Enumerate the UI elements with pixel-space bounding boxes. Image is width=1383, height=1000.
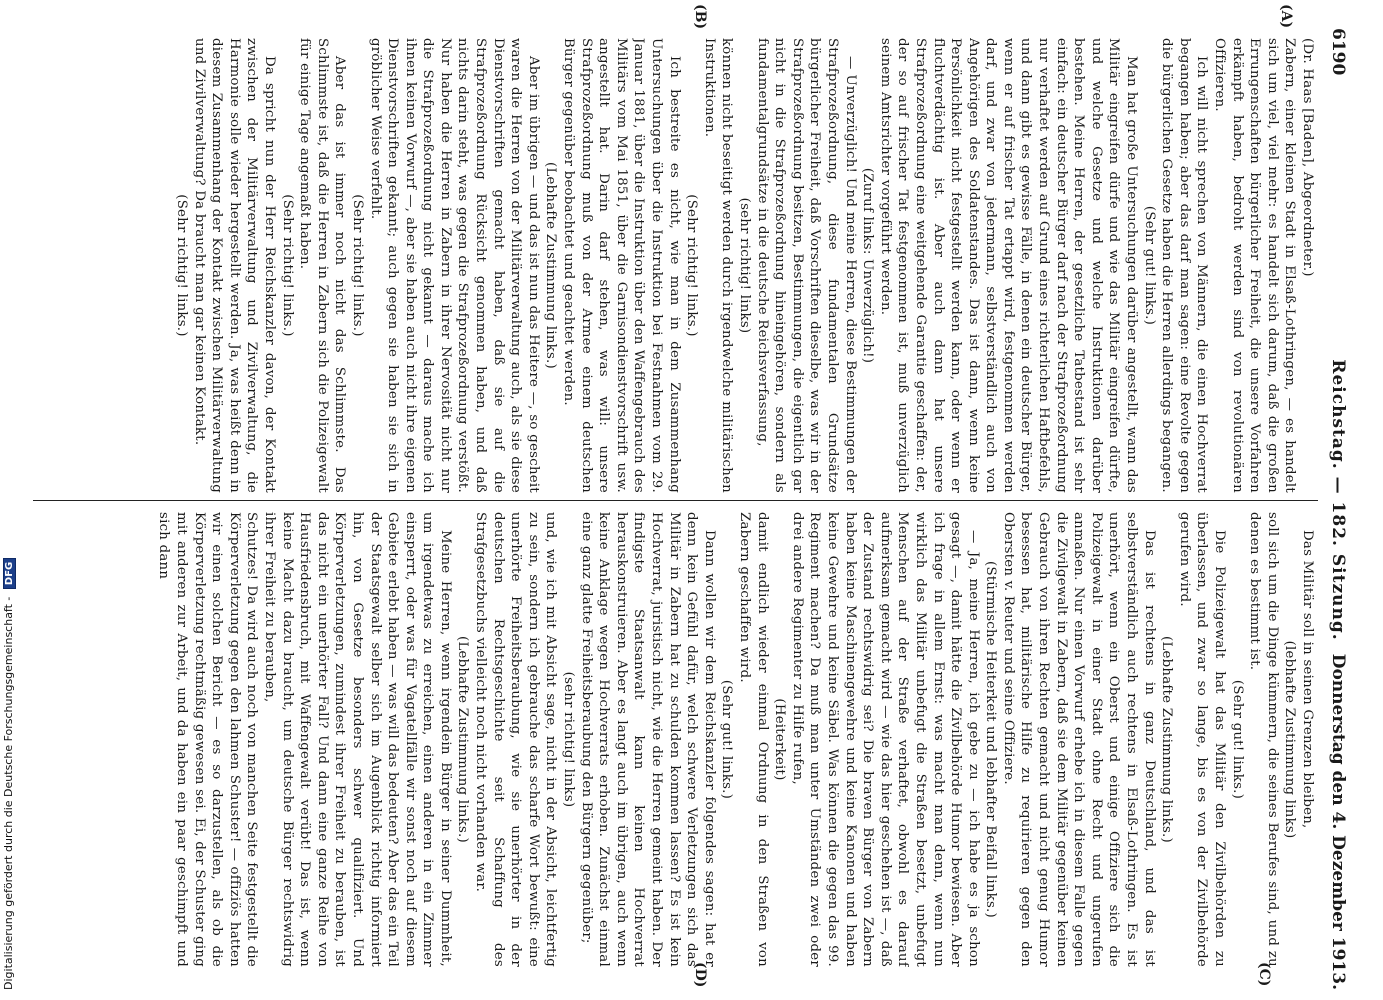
paragraph: Das Militär soll in seinen Grenzen bleiben, — [1300, 530, 1315, 829]
interjection: (Lebhafte Zustimmung links.) — [543, 162, 559, 369]
interjection: (lebhafte Zustimmung links) — [1282, 640, 1298, 839]
footer-caption — [2, 10, 16, 990]
digitization-footer — [0, 0, 22, 1000]
page-header — [1324, 0, 1350, 1000]
paragraph: können nicht beseitigt werden durch irgendwelche militärischen Instruktionen. — [701, 38, 735, 493]
paragraph: Ich bestreite es nicht, wie man in dem Zusammenhang Untersuchungen über die Instruktion bei Festnahmen vom 29. Januar 1881, über die Instruktion über den Waffengebrauch des Militärs vom Mai 1851, über die Garnisondienstvorschrift usw. angestellt hat. Darin darf stehen, was will: unsere Strafprozeßordnung muß von der Armee einem deutschen Bürger gegenüber beobachtet und geachtet werden. — [561, 38, 682, 493]
column-divider — [33, 500, 1318, 501]
paragraph: Aber im übrigen — und das ist nun das Heitere —, so gescheit waren die Herren von der Militärverwaltung auch, als sie diese Dienstvorschriften gemacht haben, daß sie auf die Strafprozeßordnung Rücksicht genommen haben, und daß nichts darin steht, was gegen die Strafprozeßordnung verstößt. Nur haben die Herren in Zabern in ihrer Nervosität nicht nur die Strafprozeßordnung nicht gekannt — daraus mache ich ihnen keinen Vorwurf —, aber sie haben auch nicht ihre eigenen Dienstvorschriften gekannt; auch gegen sie haben sie sich in gröblicher Weise verfehlt. — [367, 38, 541, 493]
interjection: (Sehr gut! links.) — [1229, 679, 1245, 800]
interjection: (Sehr richtig! links.) — [349, 194, 365, 337]
paragraph: Schutzes! Da wird auch noch von manchen Seite festgestellt die Körperverletzung gegen den lahmen Schuster! — offiziös hatten wir einen solchen Bericht — es so darzustellen, als ob die Körperverletzung rechtmäßig gewesen sei. Ei, der Schuster ging mit anderen zur Arbeit, und da haben ein paar geschimpft und sich dann — [156, 512, 260, 967]
interjection: (Sehr richtig! links.) — [279, 194, 295, 337]
interjection: (Lebhafte Zustimmung links.) — [1159, 636, 1175, 843]
paragraph: Man hat große Untersuchungen darüber angestellt, wann das Militär eingreifen dürfe und wie das Militär eingreifen dürfte, und welche Gesetze und welche Instruktionen darüber bestehen. Meine Herren, der gesetzliche Tatbestand ist sehr einfach: ein deutscher Bürger darf nach der Strafprozeßordnung nur verhaftet werden auf Grund eines richterlichen Haftbefehls, und dann gibt es gewisse Fälle, in denen ein deutscher Bürger, wenn er auf frischer Tat ertappt wird, festgenommen werden darf, und zwar von jedermann, selbstverständlich auch von Angehörigen des Soldatenstandes. Das ist dann, wenn keine Persönlichkeit nicht festgestellt werden kann, oder wenn er fluchtverdächtig ist. Aber auch dann hat unsere Strafprozeßordnung eine weitgehende Garantie geschaffen: der, der so auf frischer Tat festgenommen ist, muß unverzüglich seinem Amtsrichter vorgeführt werden. — [877, 38, 1140, 493]
paragraph: und, wie ich mit Absicht sage, nicht in der Absicht, leichtfertig zu sein, sondern ich gebrauche das scharfe Wort bewußt: eine unerhörte Freiheitsberaubung, wie sie unerhörter in der deutschen Rechtsgeschichte seit Schaffung des Strafgesetzbuchs vielleicht noch nicht vorhanden war. — [473, 512, 559, 967]
paragraph: Da spricht nun der Herr Reichskanzler davon, der Kontakt zwischen der Militärverwaltung und Zivilverwaltung, die Harmonie solle wieder hergestellt werden. Ja, was heißt denn in diesem Zusammenhang der Kontakt zwischen Militärverwaltung und Zivilverwaltung? Da braucht man gar keinen Kontakt. — [191, 38, 277, 493]
page-number: 6190 — [1328, 28, 1348, 76]
margin-mark-c: (C) — [1256, 962, 1272, 987]
paragraph: — Ja, meine Herren, ich gebe zu — ich habe es ja schon gesagt —, damit hätte die Zivilbehörde Humor bewiesen. Aber ich frage in allem Ernst: was macht man denn, wenn nun wirklich das Militär unbefugt die Straßen besetzt, unbefugt Menschen auf der Straße verhaftet, obwohl es darauf aufmerksam gemacht wird — wie das hier geschehen ist —, daß der Zustand rechtswidrig sei? Die braven Bürger von Zabern haben keine Maschinengewehre und keine Kanonen und haben keine Gewehre und keine Säbel. Was können die gegen das 99. Regiment machen? Da muß man unter Umständen zwei oder drei andere Regimenter zu Hilfe rufen, — [789, 512, 981, 967]
paragraph: Dann wollen wir dem Reichskanzler folgendes sagen: hat er denn kein Gefühl dafür, welch schwere Verletzungen sich das Militär in Zabern hat zu schulden kommen lassen? Es ist kein Hochverrat, juristisch nicht, wie die Herren gemeint haben. Der findigste Staatsanwalt kann keinen Hochverrat herauskonstruieren. Aber es langt auch im übrigen, auch wenn keine Anklage wegen Hochverrats erhoben. Zunächst einmal eine ganz glatte Freiheitsberaubung den Bürgern gegenüber; — [578, 512, 717, 967]
margin-mark-a: (A) — [1278, 4, 1294, 29]
page-title: Reichstag. — 182. Sitzung. — [1328, 359, 1348, 641]
right-column — [36, 512, 1316, 967]
speaker-line: (Dr. Haas [Baden], Abgeordneter.) — [1300, 38, 1315, 277]
dfg-logo: DFG — [3, 558, 16, 589]
left-column — [36, 38, 1316, 493]
interjection: (Sehr richtig! links.) — [684, 194, 700, 337]
interjection: (Sehr gut! links.) — [1141, 205, 1157, 326]
interjection: (Heiterkeit) — [772, 698, 788, 781]
paragraph: Die Polizeigewalt hat das Militär den Zivilbehörden zu überlassen, und zwar so lange, bis es von der Zivilbehörde gerufen wird. — [1176, 512, 1228, 967]
interjection: (Zuruf links: Unverzüglich!) — [860, 167, 876, 364]
footer-text: Digitalisierung gefördert durch die Deutsche Forschungsgemeinschaft - — [2, 596, 15, 990]
interjection: (Sehr richtig! links.) — [174, 194, 189, 337]
paragraph: — Unverzüglich! Und meine Herren, diese Bestimmungen der Strafprozeßordnung, diese fundamentalen Grundsätze bürgerlicher Freiheit, daß Vorschriften dieselbe, was wir in der Strafprozeßordnung besitzen, Bestimmungen, die eigentlich gar nicht in die Strafprozeßordnung hineingehören, sondern als fundamentalgrundsätze in die deutsche Reichsverfassung, — [754, 38, 858, 493]
paragraph: soll sich um die Dinge kümmern, die seines Berufes sind, und zu denen es bestimmt ist. — [1247, 512, 1280, 967]
margin-mark-b: (B) — [692, 4, 708, 30]
scanned-page — [25, 0, 1360, 1000]
paragraph: Meine Herren, wenn irgendein Bürger in seiner Dummheit, um irgendetwas zu erreichen, einen anderen in ein Zimmer einsperrt, oder was für Vagatellfälle wir sonst noch auf diesem Gebiete erlebt haben — was will das bedeuten? Aber das ein Teil der Staatsgewalt selber sich im Augenblick richtig informiert hin, von Gesetze besonders schwer qualifiziert. Und Körperverletzungen, zumindest ihrer Freiheit zu berauben, ist das nicht ein unerhörter Fall? Und dann eine ganze Reihe von Hausfriedensbruch, mit Waffengewalt verübt! Das ist, wenn keine Macht dazu braucht, um deutsche Bürger rechtswidrig ihrer Freiheit zu berauben, — [261, 512, 453, 967]
paragraph: Ich will nicht sprechen von Männern, die einen Hochverrat begangen haben; aber das darf man sagen: eine Revolte gegen die bürgerlichen Gesetze haben die Herren allerdings begangen. — [1159, 38, 1210, 493]
session-date: Donnerstag den 4. Dezember 1913. — [1328, 653, 1348, 990]
interjection: (Lebhafte Zustimmung links.) — [455, 636, 471, 843]
interjection: (Stürmische Heiterkeit und lebhafter Beifall links.) — [983, 561, 999, 918]
paragraph: Das ist rechtens in ganz Deutschland, und das ist selbstverständlich auch rechtens in Elsaß-Lothringen. Es ist unerhört, wenn ein Oberst und einige Offiziere sich die Polizeigewalt in einer Stadt ohne Recht und ungerufen anmaßen. Nur einen Vorwurf erhebe ich in diesem Falle gegen die Zivilgewalt in Zabern, daß sie dem Militär gegenüber keinen Gebrauch von ihren Rechten gemacht und nicht genug Humor besessen hat, militärische Hilfe zu requirieren gegen den Obersten v. Reuter und seine Offiziere. — [1000, 512, 1157, 967]
interjection: (sehr richtig! links) — [561, 671, 577, 808]
interjection: (Sehr gut! links.) — [719, 679, 735, 800]
interjection: (sehr richtig! links) — [737, 197, 752, 334]
margin-mark-d: (D) — [692, 962, 708, 988]
paragraph: Aber das ist immer noch nicht das Schlimmste. Das Schlimmste ist, daß die Herren in Zabern sich die Polizeigewalt für einige Tage angemaßt haben. — [297, 38, 348, 493]
paragraph: damit endlich wieder einmal Ordnung in den Straßen von Zabern geschaffen wird. — [737, 512, 770, 967]
paragraph: Zabern, einer kleinen Stadt in Elsaß-Lothringen, — es handelt sich um viel, viel mehr: es handelt sich darum, daß die großen Errungenschaften bürgerlicher Freiheit, die unsere Vorfahren erkämpft haben, bedroht werden sind von revolutionären Offizieren. — [1212, 38, 1298, 493]
